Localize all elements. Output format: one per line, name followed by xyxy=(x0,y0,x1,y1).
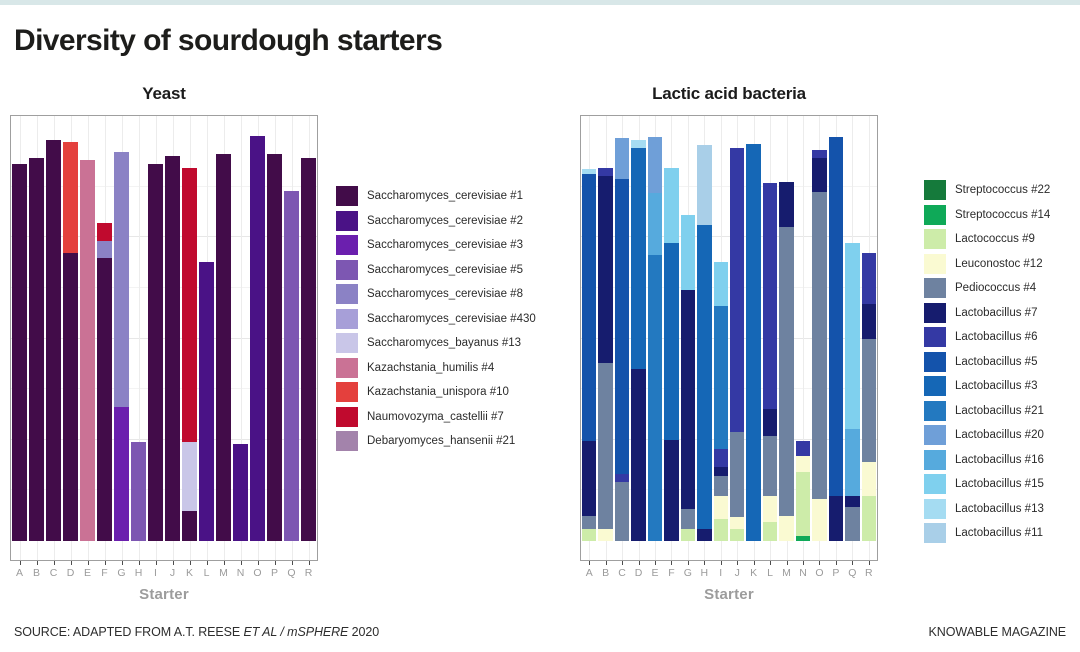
bar-I xyxy=(714,262,728,541)
bar-K xyxy=(746,144,760,541)
x-tick-label-N: N xyxy=(799,567,807,579)
legend-swatch xyxy=(924,376,946,396)
source-suffix: 2020 xyxy=(348,625,380,639)
bar-F xyxy=(97,223,112,541)
bar-H xyxy=(131,442,146,541)
legend-item xyxy=(336,333,536,353)
legend-item xyxy=(924,205,1050,225)
axis-tick xyxy=(88,561,89,565)
legend-label: Lactobacillus #3 xyxy=(955,380,1038,392)
x-tick-label-B: B xyxy=(602,567,610,579)
x-tick-label-D: D xyxy=(634,567,643,579)
legend-label: Streptococcus #22 xyxy=(955,184,1051,196)
axis-tick xyxy=(836,561,837,565)
bar-segment xyxy=(862,253,876,305)
bar-L xyxy=(199,262,214,541)
axis-tick xyxy=(122,561,123,565)
legend-item xyxy=(924,376,1050,396)
legend-item xyxy=(336,235,536,255)
legend-item xyxy=(924,352,1050,372)
bar-segment xyxy=(812,499,826,541)
legend-swatch xyxy=(336,309,358,329)
source-prefix: SOURCE: ADAPTED FROM A.T. REESE xyxy=(14,625,244,639)
bar-segment xyxy=(598,176,612,363)
bar-segment xyxy=(631,140,645,148)
bar-N xyxy=(796,441,810,541)
bar-segment xyxy=(862,339,876,462)
legend-item xyxy=(336,284,536,304)
bar-segment xyxy=(582,441,596,516)
bar-segment xyxy=(812,192,826,499)
x-tick-label-F: F xyxy=(101,567,108,579)
x-tick-label-P: P xyxy=(270,567,278,579)
axis-tick xyxy=(803,561,804,565)
bar-segment xyxy=(598,363,612,529)
bar-D xyxy=(63,142,78,541)
x-tick-label-L: L xyxy=(767,567,774,579)
legend-item xyxy=(924,180,1050,200)
bar-B xyxy=(29,158,44,541)
source-attribution xyxy=(14,625,379,639)
axis-tick xyxy=(258,561,259,565)
legend-label: Lactobacillus #11 xyxy=(955,527,1044,539)
axis-tick xyxy=(639,561,640,565)
legend-item xyxy=(924,474,1050,494)
bar-segment xyxy=(829,496,843,541)
axis-tick xyxy=(606,561,607,565)
legend-item xyxy=(336,309,536,329)
legend-swatch xyxy=(924,450,946,470)
legend-swatch xyxy=(336,382,358,402)
bar-N xyxy=(233,444,248,541)
bar-segment xyxy=(796,456,810,472)
bar-segment xyxy=(697,145,711,225)
bar-segment xyxy=(582,169,596,174)
bar-segment xyxy=(714,496,728,519)
x-tick-label-L: L xyxy=(203,567,210,579)
bar-segment xyxy=(714,519,728,541)
bar-segment xyxy=(615,179,629,475)
bar-O xyxy=(812,150,826,541)
bar-segment xyxy=(582,516,596,529)
bar-L xyxy=(763,183,777,541)
legend-label: Lactobacillus #7 xyxy=(955,306,1038,319)
bar-A xyxy=(12,164,27,541)
bar-C xyxy=(46,140,61,541)
axis-tick xyxy=(20,561,21,565)
bar-segment xyxy=(46,140,61,541)
bar-E xyxy=(648,137,662,541)
bar-segment xyxy=(182,442,197,511)
bar-segment xyxy=(165,156,180,541)
bar-segment xyxy=(80,160,95,541)
x-tick-label-P: P xyxy=(832,567,840,579)
legend-swatch xyxy=(336,431,358,451)
x-tick-label-J: J xyxy=(734,567,740,579)
bar-P xyxy=(829,137,843,541)
bar-segment xyxy=(681,529,695,541)
axis-tick xyxy=(704,561,705,565)
bar-segment xyxy=(664,440,678,541)
axis-tick xyxy=(770,561,771,565)
legend-swatch xyxy=(924,254,946,274)
legend-item xyxy=(924,523,1050,543)
bar-segment xyxy=(796,536,810,541)
bar-segment xyxy=(233,444,248,541)
bar-segment xyxy=(763,436,777,496)
bar-segment xyxy=(829,137,843,496)
bar-segment xyxy=(250,136,265,541)
bar-segment xyxy=(681,290,695,509)
chart-title-lactic-acid-bacteria: Lactic acid bacteria xyxy=(652,84,806,103)
bar-segment xyxy=(730,517,744,529)
bar-G xyxy=(681,215,695,541)
bar-segment xyxy=(148,164,163,541)
credit: KNOWABLE MAGAZINE xyxy=(928,625,1066,639)
bar-segment xyxy=(182,511,197,541)
x-tick-label-Q: Q xyxy=(287,567,296,579)
legend-swatch xyxy=(924,327,946,347)
chart-title-yeast: Yeast xyxy=(142,84,186,103)
bar-segment xyxy=(714,306,728,449)
legend-label: Saccharomyces_cerevisiae #5 xyxy=(367,263,523,276)
axis-tick xyxy=(309,561,310,565)
bar-segment xyxy=(63,142,78,253)
x-tick-label-I: I xyxy=(154,567,157,579)
legend-label: Saccharomyces_cerevisiae #8 xyxy=(367,288,523,300)
axis-tick xyxy=(787,561,788,565)
legend-item xyxy=(336,382,536,402)
bar-segment xyxy=(862,462,876,496)
bar-segment xyxy=(697,225,711,529)
bar-segment xyxy=(598,529,612,541)
legend-label: Lactobacillus #20 xyxy=(955,429,1044,441)
bar-segment xyxy=(796,472,810,536)
bar-R xyxy=(301,158,316,541)
bar-Q xyxy=(284,191,299,541)
legend-label: Saccharomyces_cerevisiae #430 xyxy=(367,312,536,325)
legend-swatch xyxy=(336,407,358,427)
axis-tick xyxy=(275,561,276,565)
legend-swatch xyxy=(924,352,946,372)
x-tick-label-H: H xyxy=(134,567,143,579)
axis-tick xyxy=(105,561,106,565)
bar-segment xyxy=(97,223,112,241)
x-tick-label-O: O xyxy=(815,567,824,579)
legend-item xyxy=(924,499,1050,519)
bar-segment xyxy=(763,409,777,436)
axis-tick xyxy=(754,561,755,565)
x-axis-label-yeast: Starter xyxy=(139,586,189,603)
axis-tick xyxy=(173,561,174,565)
x-tick-label-Q: Q xyxy=(848,567,857,579)
legend-label: Streptococcus #14 xyxy=(955,208,1051,221)
legend-item xyxy=(924,303,1050,323)
legend-swatch xyxy=(924,278,946,298)
x-tick-label-R: R xyxy=(864,567,873,579)
top-accent-bar xyxy=(0,0,1080,5)
x-tick-label-K: K xyxy=(185,567,193,579)
legend-label: Saccharomyces_bayanus #13 xyxy=(367,337,522,349)
axis-tick xyxy=(688,561,689,565)
axis-tick xyxy=(622,561,623,565)
legend-label: Saccharomyces_cerevisiae #2 xyxy=(367,214,523,227)
x-tick-label-E: E xyxy=(83,567,91,579)
bar-segment xyxy=(631,369,645,541)
bar-segment xyxy=(779,182,793,227)
legend-item xyxy=(924,278,1050,298)
bar-K xyxy=(182,168,197,541)
x-axis-yeast xyxy=(11,561,317,581)
x-tick-label-M: M xyxy=(219,567,228,579)
legend-swatch xyxy=(924,229,946,249)
bar-segment xyxy=(648,255,662,541)
bar-segment xyxy=(582,529,596,541)
axis-tick xyxy=(721,561,722,565)
bar-segment xyxy=(681,509,695,529)
bar-segment xyxy=(97,241,112,257)
axis-tick xyxy=(37,561,38,565)
legend-label: Lactobacillus #5 xyxy=(955,355,1038,368)
legend-swatch xyxy=(924,303,946,323)
bar-O xyxy=(250,136,265,541)
bar-segment xyxy=(779,227,793,516)
x-tick-label-D: D xyxy=(66,567,75,579)
legend-item xyxy=(336,211,536,231)
x-tick-label-A: A xyxy=(585,567,593,579)
bar-segment xyxy=(615,482,629,541)
bar-M xyxy=(779,182,793,541)
bar-segment xyxy=(845,243,859,430)
bar-segment xyxy=(862,304,876,339)
bar-segment xyxy=(12,164,27,541)
bar-segment xyxy=(714,467,728,476)
axis-tick xyxy=(292,561,293,565)
bar-segment xyxy=(598,168,612,176)
x-tick-label-M: M xyxy=(782,567,791,579)
legend-item xyxy=(336,186,536,206)
bar-segment xyxy=(301,158,316,541)
bar-segment xyxy=(862,496,876,541)
legend-label: Lactobacillus #13 xyxy=(955,502,1044,515)
bar-segment xyxy=(714,262,728,307)
bar-segment xyxy=(779,516,793,541)
legend-swatch xyxy=(336,260,358,280)
bar-segment xyxy=(63,253,78,541)
legend-label: Lactobacillus #6 xyxy=(955,331,1038,343)
bar-segment xyxy=(746,144,760,541)
x-tick-label-C: C xyxy=(49,567,58,579)
bar-F xyxy=(664,168,678,541)
axis-tick xyxy=(869,561,870,565)
x-tick-label-R: R xyxy=(304,567,313,579)
bar-J xyxy=(730,148,744,541)
bar-segment xyxy=(97,258,112,542)
legend-item xyxy=(924,229,1050,249)
legend-item xyxy=(924,254,1050,274)
legend-label: Lactobacillus #15 xyxy=(955,478,1044,490)
bar-segment xyxy=(648,193,662,255)
bar-segment xyxy=(114,407,129,541)
x-tick-label-A: A xyxy=(15,567,23,579)
bar-segment xyxy=(664,168,678,243)
axis-tick xyxy=(737,561,738,565)
x-tick-label-I: I xyxy=(719,567,723,579)
bar-segment xyxy=(812,158,826,192)
bar-segment xyxy=(714,476,728,496)
legend-swatch xyxy=(336,186,358,206)
bar-segment xyxy=(182,168,197,441)
legend-swatch xyxy=(336,358,358,378)
x-tick-label-F: F xyxy=(668,567,675,579)
legend-swatch xyxy=(336,284,358,304)
bar-R xyxy=(862,253,876,541)
axis-tick xyxy=(671,561,672,565)
bar-segment xyxy=(681,215,695,290)
axis-tick xyxy=(190,561,191,565)
bar-D xyxy=(631,140,645,541)
bar-segment xyxy=(845,507,859,541)
legend-label: Naumovozyma_castellii #7 xyxy=(367,410,504,423)
bar-segment xyxy=(697,529,711,541)
axis-tick xyxy=(852,561,853,565)
legend-item xyxy=(924,425,1050,445)
legend-label: Lactococcus #9 xyxy=(955,233,1035,245)
axis-tick xyxy=(224,561,225,565)
bar-segment xyxy=(730,529,744,541)
bar-segment xyxy=(714,449,728,467)
bar-segment xyxy=(763,522,777,541)
bar-segment xyxy=(615,474,629,482)
legend-swatch xyxy=(924,180,946,200)
axis-tick xyxy=(156,561,157,565)
legend-lactic-acid-bacteria xyxy=(924,180,1050,548)
legend-label: Lactobacillus #16 xyxy=(955,453,1044,466)
bar-segment xyxy=(812,150,826,158)
axis-tick xyxy=(71,561,72,565)
bar-segment xyxy=(615,138,629,179)
bar-segment xyxy=(845,496,859,507)
x-tick-label-G: G xyxy=(117,567,126,579)
axis-tick xyxy=(54,561,55,565)
bar-segment xyxy=(763,183,777,409)
legend-swatch xyxy=(924,499,946,519)
bar-G xyxy=(114,152,129,541)
legend-label: Debaryomyces_hansenii #21 xyxy=(367,435,516,447)
axis-tick xyxy=(589,561,590,565)
legend-swatch xyxy=(924,401,946,421)
x-tick-label-G: G xyxy=(683,567,692,579)
legend-item xyxy=(924,401,1050,421)
legend-label: Pediococcus #4 xyxy=(955,282,1037,294)
bar-segment xyxy=(730,148,744,432)
main-title: Diversity of sourdough starters xyxy=(14,24,443,57)
bar-segment xyxy=(582,174,596,441)
x-axis-lactic-acid-bacteria xyxy=(581,561,877,581)
bar-segment xyxy=(199,262,214,541)
bar-segment xyxy=(131,442,146,541)
legend-swatch xyxy=(924,523,946,543)
bar-Q xyxy=(845,243,859,541)
legend-item xyxy=(336,431,536,451)
bar-segment xyxy=(114,152,129,407)
axis-tick xyxy=(241,561,242,565)
bar-segment xyxy=(763,496,777,522)
legend-swatch xyxy=(336,333,358,353)
legend-label: Saccharomyces_cerevisiae #1 xyxy=(367,190,523,202)
bar-H xyxy=(697,145,711,541)
legend-yeast xyxy=(336,186,536,456)
bar-A xyxy=(582,169,596,541)
axis-tick xyxy=(139,561,140,565)
bar-segment xyxy=(631,148,645,369)
bar-M xyxy=(216,154,231,541)
legend-swatch xyxy=(924,205,946,225)
bar-segment xyxy=(216,154,231,541)
legend-item xyxy=(336,358,536,378)
legend-item xyxy=(336,260,536,280)
bar-segment xyxy=(29,158,44,541)
bar-I xyxy=(148,164,163,541)
bar-segment xyxy=(648,137,662,192)
bar-segment xyxy=(845,429,859,496)
legend-label: Lactobacillus #21 xyxy=(955,404,1044,417)
legend-label: Leuconostoc #12 xyxy=(955,257,1043,270)
x-tick-label-C: C xyxy=(618,567,626,579)
x-axis-label-lactic-acid-bacteria: Starter xyxy=(704,586,754,603)
legend-item xyxy=(924,450,1050,470)
source-italic: ET AL / mSPHERE xyxy=(243,625,349,639)
legend-label: Saccharomyces_cerevisiae #3 xyxy=(367,239,523,251)
bar-E xyxy=(80,160,95,541)
x-tick-label-B: B xyxy=(32,567,40,579)
legend-item xyxy=(336,407,536,427)
axis-tick xyxy=(655,561,656,565)
bar-J xyxy=(165,156,180,541)
x-tick-label-N: N xyxy=(236,567,245,579)
legend-swatch xyxy=(924,425,946,445)
chart-panel-yeast xyxy=(10,115,318,561)
x-tick-label-K: K xyxy=(750,567,758,579)
bar-segment xyxy=(664,243,678,439)
chart-panel-lactic-acid-bacteria xyxy=(580,115,878,561)
bar-segment xyxy=(730,432,744,517)
x-tick-label-E: E xyxy=(651,567,659,579)
axis-tick xyxy=(207,561,208,565)
x-tick-label-J: J xyxy=(169,567,176,579)
bar-segment xyxy=(267,154,282,541)
legend-label: Kazachstania_humilis #4 xyxy=(367,361,495,374)
bar-B xyxy=(598,168,612,541)
x-tick-label-O: O xyxy=(253,567,262,579)
bar-C xyxy=(615,138,629,541)
bar-segment xyxy=(796,441,810,456)
legend-item xyxy=(924,327,1050,347)
bar-P xyxy=(267,154,282,541)
bar-segment xyxy=(284,191,299,541)
legend-label: Kazachstania_unispora #10 xyxy=(367,386,509,398)
x-tick-label-H: H xyxy=(700,567,709,579)
legend-swatch xyxy=(336,235,358,255)
legend-swatch xyxy=(924,474,946,494)
legend-swatch xyxy=(336,211,358,231)
axis-tick xyxy=(819,561,820,565)
